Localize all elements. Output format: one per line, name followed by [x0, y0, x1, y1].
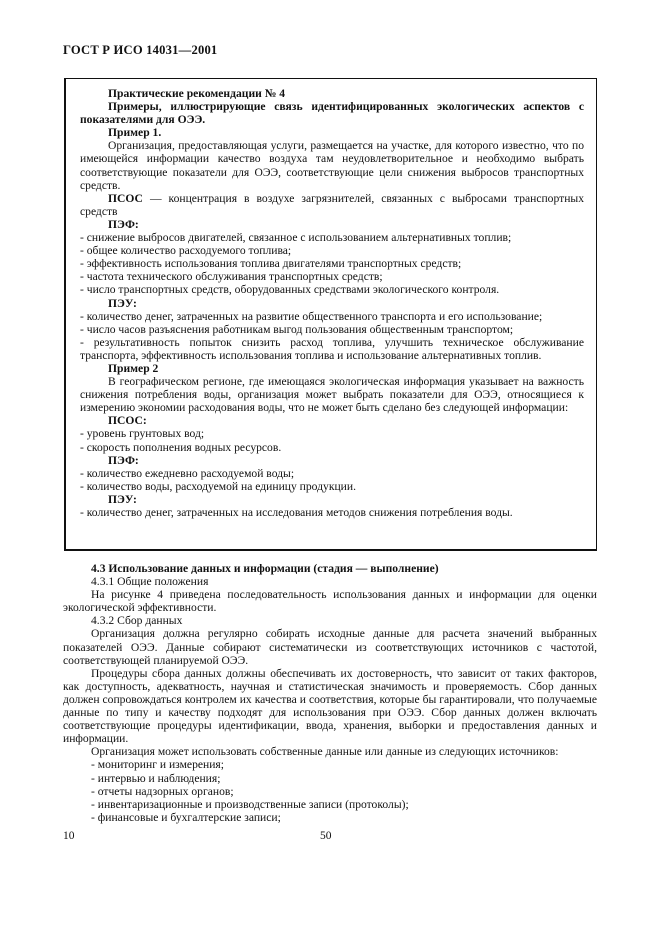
list-item: - количество воды, расходуемой на единицу продукции. [80, 479, 356, 493]
example-1-label: Пример 1. [108, 126, 162, 140]
list-item: - отчеты надзорных органов; [91, 784, 234, 798]
list-item: - количество денег, затраченных на развитие общественного транспорта и его использование; [80, 309, 543, 323]
example-1-text: Организация, предоставляющая услуги, размещается на участке, для которого известно, что по имеющейся информации качество воздуха там неудовлетворительное и необходимо выбрать соответствующие показатели для ОЭЭ, соответствующие цели снижения выбросов транспортных средств. [80, 139, 584, 192]
list-item: - снижение выбросов двигателей, связанное с использованием альтернативных топлив; [80, 231, 512, 245]
list-item: - число транспортных средств, оборудованных средствами экологического контроля. [80, 283, 500, 297]
list-item: - финансовые и бухгалтерские записи; [91, 810, 281, 824]
list-item: - интервью и наблюдения; [91, 771, 221, 785]
example-1-peu-label: ПЭУ: [108, 296, 137, 310]
list-item: - количество денег, затраченных на исследования методов снижения потребления воды. [80, 506, 513, 519]
list-item: - инвентаризационные и производственные записи (протоколы); [91, 797, 409, 811]
list-item: - общее количество расходуемого топлива; [80, 244, 292, 258]
list-item: - частота технического обслуживания транспортных средств; [80, 270, 383, 284]
recommendation-content [80, 87, 584, 519]
subsection-4-3-2: 4.3.2 Сбор данных [91, 614, 183, 628]
list-item: - количество ежедневно расходуемой воды; [80, 466, 295, 480]
paragraph: Организация должна регулярно собирать исходные данные для расчета значений выбранных показателей ОЭЭ. Данные собирают систематически из соответствующих источников с частотой, соответствующей планируемой ОЭЭ. [63, 627, 597, 667]
paragraph: Процедуры сбора данных должны обеспечивать их достоверность, что зависит от таких факторов, как доступность, адекватность, научная и статистическая значимость и проверяемость. Сбор данных должен сопровождаться контролем их качества и соответствия, которые бы гарантировали, что получаемые данные по типу и качеству подходят для использования при ОЭЭ. Сбор данных должен включать соответствующие процедуры идентификации, ввода, хранения, выборки и предоставления данных и информации. [63, 666, 597, 746]
section-4-3 [63, 562, 597, 824]
list-item: - мониторинг и измерения; [91, 758, 224, 772]
list-item: - скорость пополнения водных ресурсов. [80, 440, 282, 454]
example-1-pef-label: ПЭФ: [108, 217, 139, 231]
page-number: 10 [63, 830, 75, 842]
section-heading: 4.3 Использование данных и информации (стадия — выполнение) [91, 562, 439, 575]
example-1-psos [80, 192, 584, 218]
psos-text: — концентрация в воздухе загрязнителей, связанных с выбросами транспортных средств [80, 191, 584, 218]
list-item: - уровень грунтовых вод; [80, 427, 205, 441]
box-title: Практические рекомендации № 4 [108, 87, 286, 100]
box-subtitle: Примеры, иллюстрирующие связь идентифицированных экологических аспектов с показателями для ОЭЭ. [80, 100, 584, 127]
list-item: - число часов разъяснения работникам выгод пользования общественным транспортом; [80, 322, 514, 336]
paragraph: На рисунке 4 приведена последовательность использования данных и информации для оценки экологической эффективности. [63, 588, 597, 615]
document-code: ГОСТ Р ИСО 14031—2001 [63, 43, 218, 57]
subsection-4-3-1: 4.3.1 Общие положения [91, 575, 209, 589]
list-item: - эффективность использования топлива двигателями транспортных средств; [80, 257, 462, 271]
list-item: - результативность попыток снизить расход топлива, улучшить техническое обслуживание транспорта, эффективность использования топлива и использование альтернативных топлив. [80, 335, 584, 362]
sheet-number: 50 [320, 830, 332, 842]
recommendation-box [64, 78, 597, 551]
example-2-psos-label: ПСОС: [108, 414, 147, 428]
example-2-peu-label: ПЭУ: [108, 492, 137, 506]
example-2-pef-label: ПЭФ: [108, 453, 139, 467]
example-2-label: Пример 2 [108, 361, 159, 375]
psos-label: ПСОС [108, 191, 143, 205]
paragraph: Организация может использовать собственные данные или данные из следующих источников: [91, 745, 559, 759]
example-2-text: В географическом регионе, где имеющаяся экологическая информация указывает на важность снижения потребления воды, организация может выбрать показатели для ОЭЭ, относящиеся к измерению экономии расходования воды, что не может быть сделано без следующей информации: [80, 375, 584, 415]
